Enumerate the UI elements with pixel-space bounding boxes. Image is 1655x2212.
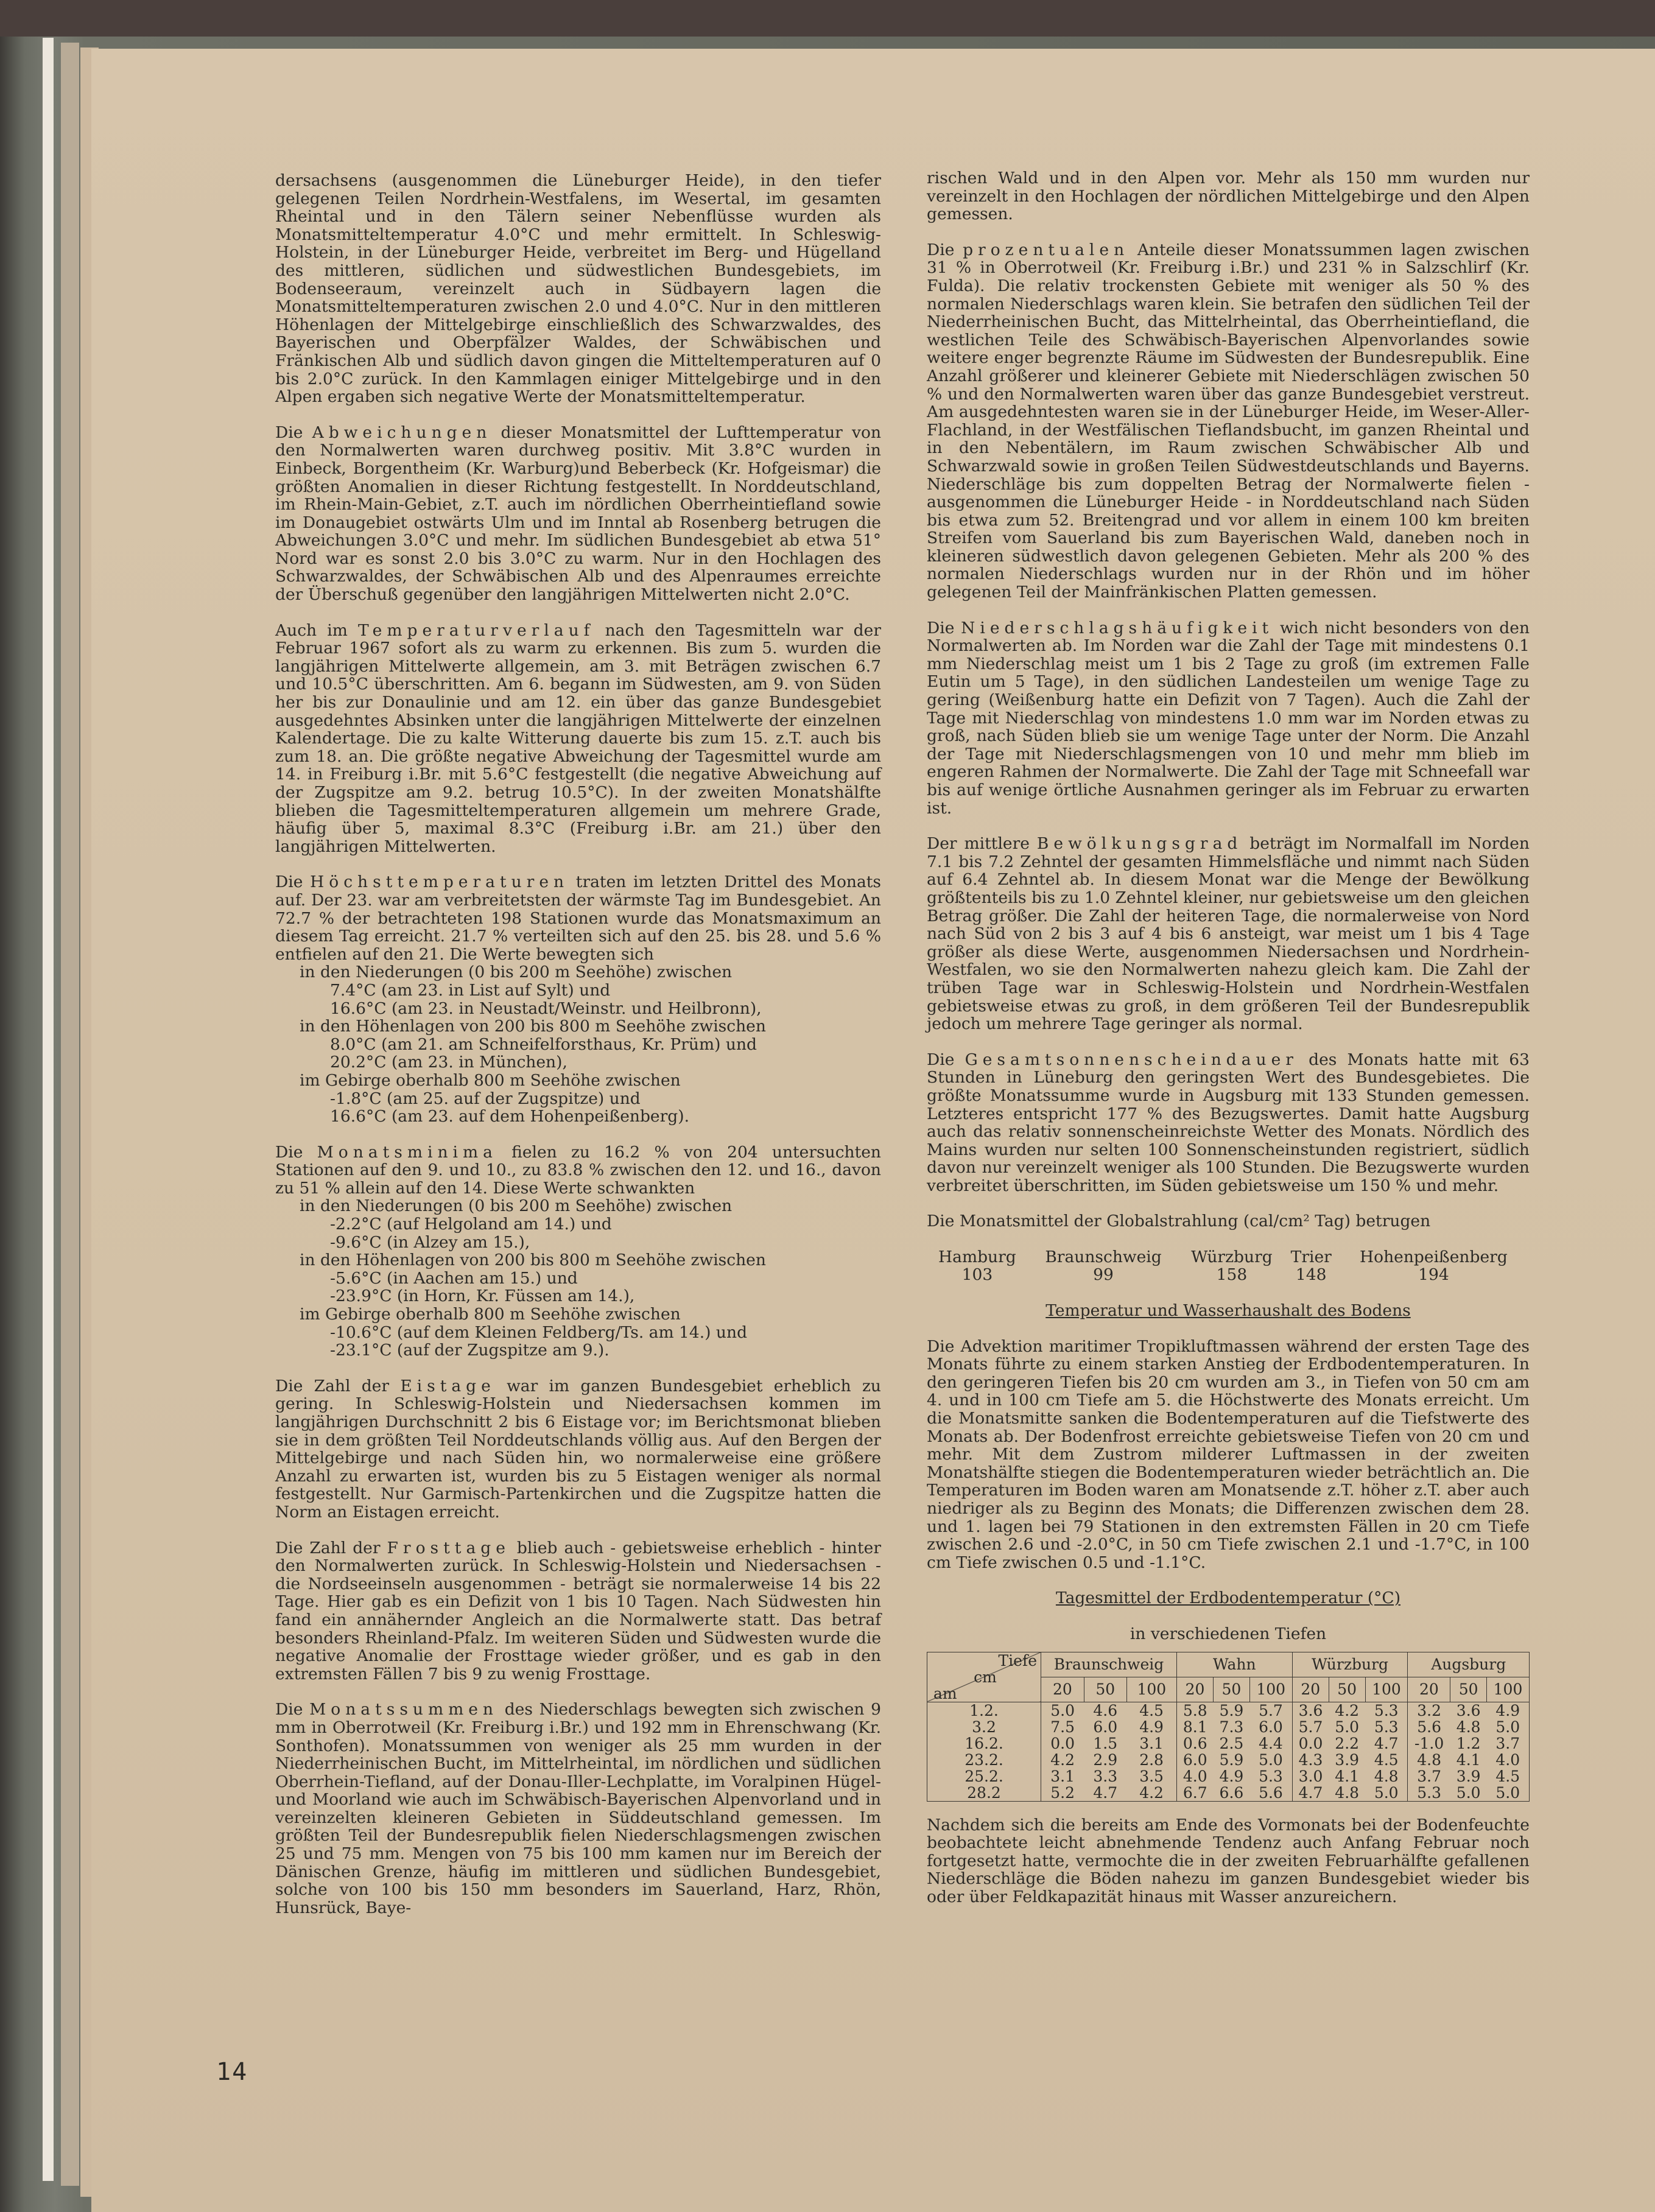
list-item: -1.8°C (am 25. auf der Zugspitze) und [330, 1089, 641, 1108]
date-cell: 28.2 [927, 1785, 1041, 1802]
paragraph: Die Monatssummen des Niederschlags bewegten sich zwischen 9 mm in Oberrotweil (Kr. Freiburg i.Br.) und 192 mm in Ehrenschwang (Kr. Sonthofen). Monatssummen von weniger als 25 mm wurden in der Niederrheinischen Bucht, im Mittelrheintal, im nördlichen und südlichen Oberrhein-Tiefland, auf der Donau-Iller-Lechplatte, im Voralpinen Hügel- und Moorland wie auch im Schwäbisch-Bayerischen Alpenvorland und in vereinzelten kleineren Gebieten in Süddeutschland gemessen. Im größten Teil der Bundesrepublik fielen Niederschlagsmengen zwischen 25 und 75 mm. Mengen von 75 bis 100 mm kamen nur im Bereich der Dänischen Grenze, häufig im mittleren und südlichen Bundesgebiet, solche von 100 bis 150 mm besonders im Sauerland, Harz, Rhön, Hunsrück, Baye- [275, 1700, 882, 1917]
value-cell: 4.7 [1292, 1785, 1329, 1802]
value-cell: 3.1 [1126, 1735, 1176, 1752]
value-cell: 4.8 [1365, 1768, 1408, 1785]
value-cell: 4.9 [1219, 1767, 1244, 1785]
book-cover-edge [0, 0, 1655, 37]
station-name: Hamburg [938, 1248, 1016, 1267]
value-cell: 4.0 [1487, 1752, 1530, 1768]
value-cell: 5.8 [1176, 1702, 1213, 1719]
value-cell: 6.6 [1214, 1785, 1250, 1802]
value-cell: 5.3 [1249, 1768, 1292, 1785]
value-cell: 3.7 [1408, 1768, 1450, 1785]
table-row [927, 1702, 1530, 1719]
value-cell: 5.9 [1219, 1750, 1244, 1769]
value-cell: 4.6 [1093, 1701, 1118, 1719]
paragraph: Die Gesamtsonnenscheindauer des Monats hatte mit 63 Stunden in Lüneburg den geringsten Wert des Bundesgebietes. Die größte Monatssumme wurde in Augsburg mit 133 Stunden gemessen. Letzteres entspricht 177 % des Bezugswertes. Damit hatte Augsburg auch das relativ sonnenscheinreichste Wetter des Monats. Nördlich des Mains wurden nur selten 100 Sonnenscheinstunden registriert, südlich davon nur vereinzelt weniger als 100 Stunden. Die Bezugswerte wurden verbreitet überschritten, im Süden gebietsweise um 150 % und mehr. [927, 1050, 1530, 1195]
spaced-term: Bewölkungsgrad [1036, 834, 1243, 854]
paragraph: Auch im Temperaturverlauf nach den Tagesmitteln war der Februar 1967 sofort als zu warm zu erkennen. Bis zum 5. wurden die langjährigen Mittelwerte allgemein, am 3. mit Beträgen zwischen 6.7 und 10.5°C überschritten. Am 6. begann im Südwesten, am 9. von Süden her bis zur Donaulinie und am 12. ein über das ganze Bundesgebiet ausgedehntes Absinken unter die langjährigen Mittelwerte der einzelnen Kalendertage. Die zu kalte Witterung dauerte bis zum 15. z.T. auch bis zum 18. an. Die größte negative Abweichung der Tagesmittel wurde am 14. in Freiburg i.Br. mit 5.6°C festgestellt (die negative Abweichung auf der Zugspitze am 9.2. betrug 10.5°C). In der zweiten Monatshälfte blieben die Tagesmitteltemperaturen allgemein um mehrere Grade, häufig über 5, maximal 8.3°C (Freiburg i.Br. am 21.) über den langjährigen Mittelwerten. [275, 620, 881, 856]
value-cell: 4.5 [1365, 1752, 1408, 1768]
value-cell: 6.0 [1249, 1719, 1292, 1735]
station-header: Würzburg [1292, 1652, 1408, 1677]
depth-header: 50 [1450, 1677, 1487, 1702]
date-cell: 3.2 [927, 1719, 1041, 1735]
value-cell: 8.1 [1176, 1719, 1213, 1735]
table-row [927, 1752, 1530, 1768]
table-title: Tagesmittel der Erdbodentemperatur (°C) [1055, 1589, 1401, 1608]
right-column [927, 169, 1530, 1924]
station-name: Braunschweig [1045, 1248, 1162, 1267]
list-item: 20.2°C (am 23. in München), [330, 1053, 567, 1072]
paragraph: Die prozentualen Anteile dieser Monatssummen lagen zwischen 31 % in Oberrotweil (Kr. Freiburg i.Br.) und 231 % in Salzschlirf (Kr. Fulda). Die relativ trockensten Gebiete mit weniger als 50 % des normalen Niederschlags waren klein. Sie betrafen den südlichen Teil der Niederrheinischen Bucht, das Mittelrheintal, das Oberrheintiefland, die westlichen Teile des Schwäbisch-Bayerischen Alpenvorlandes sowie weitere enger begrenzte Räume im Südwesten der Bundesrepublik. Eine Anzahl größerer und kleinerer Gebiete mit Niederschlägen zwischen 50 % und den Normalwerten waren über das ganze Bundesgebiet verstreut. Am ausgedehntesten waren sie in der Lüneburger Heide, im Weser-Aller-Flachland, in der Westfälischen Tieflandsbucht, im ganzen Rheintal und in den Nebentälern, im Raum zwischen Schwäbischer Alb und Schwarzwald sowie in großen Teilen Südwestdeutschlands und Bayerns. Niederschläge bis zum doppelten Betrag der Normalwerte fielen - ausgenommen die Lüneburger Heide - in Norddeutschland nach Süden bis etwa zum 52. Breitengrad und vor allem in einem 100 km breiten Streifen vom Sauerland bis zum Bayerischen Wald, daneben noch in kleineren südwestlich davon gelegenen Gebieten. Mehr als 200 % des normalen Niederschlags wurden nur in der Rhön und im höher gelegenen Teil der Mainfränkischen Platten gemessen. [927, 240, 1530, 602]
global-radiation-table [927, 1248, 1530, 1283]
spaced-term: Monatsminima [317, 1142, 497, 1162]
station-value: 158 [1216, 1265, 1248, 1285]
value-cell: 4.7 [1365, 1735, 1408, 1752]
list-item: in den Höhenlagen von 200 bis 800 m Seehöhe zwischen [300, 1017, 766, 1036]
paragraph: Die Zahl der Frosttage blieb auch - gebietsweise erheblich - hinter den Normalwerten zurück. In Schleswig-Holstein und Niedersachsen - die Nordseeinseln ausgenommen - beträgt sie normalerweise 14 bis 22 Tage. Hier gab es ein Defizit von 1 bis 10 Tagen. Nach Südwesten hin fand ein annähernder Angleich an die Normalwerte statt. Das betraf besonders Rheinland-Pfalz. Im weiteren Süden und Südwesten wurde die negative Anomalie der Frosttage wieder größer, und es gab in den extremsten Fällen 7 bis 9 zu wenig Frosttage. [275, 1538, 881, 1684]
soil-temperature-table [927, 1652, 1530, 1802]
station-header: Wahn [1176, 1652, 1292, 1677]
value-cell: 0.6 [1176, 1735, 1213, 1752]
value-cell: 4.2 [1335, 1701, 1360, 1719]
min-temperature-list [275, 1197, 881, 1359]
table-corner-cell [927, 1652, 1041, 1702]
value-cell: 5.9 [1219, 1701, 1244, 1719]
table-row [927, 1768, 1530, 1785]
left-column [275, 172, 881, 1934]
value-cell: 5.0 [1365, 1785, 1408, 1802]
list-item: in den Höhenlagen von 200 bis 800 m Seehöhe zwischen [300, 1251, 766, 1270]
table-subtitle: in verschiedenen Tiefen [1130, 1624, 1327, 1643]
value-cell: 6.0 [1093, 1718, 1118, 1736]
value-cell: 3.7 [1487, 1735, 1530, 1752]
depth-header: 20 [1292, 1677, 1329, 1702]
list-item: -2.2°C (auf Helgoland am 14.) und [330, 1215, 612, 1234]
value-cell: 4.2 [1126, 1785, 1176, 1802]
station-value: 148 [1295, 1265, 1327, 1285]
list-item: in den Niederungen (0 bis 200 m Seehöhe) zwischen [300, 1196, 733, 1216]
list-item: im Gebirge oberhalb 800 m Seehöhe zwischen [300, 1305, 681, 1324]
spaced-term: Höchsttemperaturen [310, 873, 569, 892]
station-value: 99 [1093, 1265, 1114, 1285]
value-cell: 5.0 [1487, 1785, 1530, 1802]
paragraph: dersachsens (ausgenommen die Lüneburger Heide), in den tiefer gelegenen Teilen Nordrhein-Westfalens, im Wesertal, im gesamten Rheintal und in den Tälern seiner Nebenflüsse wurden als Monatsmitteltemperatur 4.0°C und mehr ermittelt. In Schleswig-Holstein, in der Lüneburger Heide, verbreitet im Berg- und Hügelland des mittleren, südlichen und südwestlichen Bundesgebiets, im Bodenseeraum, vereinzelt auch in Südbayern lagen die Monatsmitteltemperaturen zwischen 2.0 und 4.0°C. Nur in den mittleren Höhenlagen der Mittelgebirge einschließlich des Schwarzwaldes, des Bayerischen und Oberpfälzer Waldes, der Schwäbischen und Fränkischen Alb und südlich davon gingen die Mitteltemperaturen auf 0 bis 2.0°C zurück. In den Kammlagen einiger Mittelgebirge und in den Alpen ergaben sich negative Werte der Monatsmitteltemperatur. [275, 171, 881, 407]
page-stack-edge [43, 38, 54, 2181]
list-item: 7.4°C (am 23. in List auf Sylt) und [330, 980, 611, 1000]
list-item: -23.1°C (auf der Zugspitze am 9.). [330, 1341, 610, 1360]
page-stack-edge [61, 43, 79, 2186]
spaced-term: Monatssummen [309, 1700, 498, 1719]
value-cell: 4.5 [1487, 1768, 1530, 1785]
value-cell: 3.9 [1335, 1750, 1360, 1769]
page-number: 14 [216, 2058, 248, 2086]
station-value: 103 [961, 1265, 993, 1285]
date-cell: 25.2. [927, 1768, 1041, 1785]
value-cell: 2.2 [1335, 1734, 1360, 1752]
spaced-term: prozentualen [963, 240, 1130, 259]
depth-header: 100 [1249, 1677, 1292, 1702]
value-cell: 4.3 [1292, 1752, 1329, 1768]
corner-label: am [933, 1684, 957, 1702]
value-cell: 4.9 [1126, 1719, 1176, 1735]
value-cell: 0.0 [1041, 1735, 1084, 1752]
value-cell: 3.6 [1456, 1701, 1481, 1719]
list-item: in den Niederungen (0 bis 200 m Seehöhe) zwischen [300, 963, 733, 982]
value-cell: 6.0 [1176, 1752, 1213, 1768]
value-cell: 5.3 [1408, 1785, 1450, 1802]
spaced-term: Abweichungen [312, 423, 492, 442]
table-row [927, 1785, 1530, 1802]
depth-header: 50 [1329, 1677, 1365, 1702]
list-item: 8.0°C (am 21. am Schneifelforsthaus, Kr. Prüm) und [330, 1034, 757, 1054]
value-cell: 3.2 [1408, 1702, 1450, 1719]
paragraph: Die Advektion maritimer Tropikluftmassen während der ersten Tage des Monats führte zu einem starken Anstieg der Erdbodentemperaturen. In den geringeren Tiefen bis 20 cm wurden am 3., in Tiefen von 50 cm am 4. und in 100 cm Tiefe am 5. die Höchstwerte des Monats erreicht. Um die Monatsmitte sanken die Bodentemperaturen auf die Tiefstwerte des Monats ab. Der Bodenfrost erreichte gebietsweise Tiefen von 20 cm und mehr. Mit dem Zustrom milderer Luftmassen in der zweiten Monatshälfte stiegen die Bodentemperaturen wieder beträchtlich an. Die Temperaturen im Boden waren am Monatsende z.T. höher z.T. aber auch niedriger als zu Beginn des Monats; die Differenzen zwischen dem 28. und 1. lagen bei 79 Stationen in den extremsten Fällen in 20 cm Tiefe zwischen 2.6 und -2.0°C, in 50 cm Tiefe zwischen 2.1 und -1.7°C, in 100 cm Tiefe zwischen 0.5 und -1.1°C. [927, 1336, 1530, 1572]
station-name: Trier [1290, 1248, 1332, 1267]
value-cell: 3.6 [1292, 1702, 1329, 1719]
spaced-term: Frosttage [387, 1538, 510, 1557]
table-row [927, 1735, 1530, 1752]
depth-header: 20 [1176, 1677, 1213, 1702]
date-cell: 16.2. [927, 1735, 1041, 1752]
value-cell: 5.0 [1249, 1752, 1292, 1768]
list-item: -5.6°C (in Aachen am 15.) und [330, 1268, 578, 1288]
list-item: -9.6°C (in Alzey am 15.), [330, 1232, 530, 1252]
value-cell: 3.5 [1126, 1768, 1176, 1785]
value-cell: 5.2 [1041, 1785, 1084, 1802]
table-row [927, 1248, 1530, 1266]
value-cell: 3.0 [1292, 1768, 1329, 1785]
depth-header: 100 [1365, 1677, 1408, 1702]
value-cell: -1.0 [1408, 1735, 1450, 1752]
paragraph: rischen Wald und in den Alpen vor. Mehr als 150 mm wurden nur vereinzelt in den Hochlagen der nördlichen Mittelgebirge und den Alpen gemessen. [927, 169, 1530, 224]
value-cell: 2.9 [1093, 1750, 1118, 1769]
paragraph: Die Monatsminima fielen zu 16.2 % von 204 untersuchten Stationen auf den 9. und 10., zu 83.8 % zwischen den 12. und 16., davon zu 51 % allein auf den 14. Diese Werte schwankten [275, 1142, 881, 1198]
value-cell: 7.3 [1219, 1718, 1244, 1736]
paragraph: Die Abweichungen dieser Monatsmittel der Lufttemperatur von den Normalwerten waren durchweg positiv. Mit 3.8°C wurden in Einbeck, Borgentheim (Kr. Warburg)und Beberbeck (Kr. Hofgeismar) die größten Anomalien in dieser Richtung festgestellt. In Norddeutschland, im Rhein-Main-Gebiet, z.T. auch im nördlichen Oberrheintiefland sowie im Donaugebiet ostwärts Ulm und im Inntal ab Rosenberg betrugen die Abweichungen 3.0°C und mehr. Im südlichen Bundesgebiet ab etwa 51° Nord war es sonst 2.0 bis 3.0°C zu warm. Nur in den Hochlagen des Schwarzwaldes, der Schwäbischen Alb und des Alpenraumes erreichte der Überschuß gegenüber den langjährigen Mittelwerten nicht 2.0°C. [275, 423, 882, 605]
value-cell: 3.9 [1456, 1767, 1481, 1785]
depth-header: 50 [1214, 1677, 1250, 1702]
value-cell: 5.7 [1249, 1702, 1292, 1719]
station-name: Würzburg [1191, 1248, 1273, 1267]
list-item: 16.6°C (am 23. auf dem Hohenpeißenberg). [330, 1107, 690, 1126]
global-radiation-heading: Die Monatsmittel der Globalstrahlung (cal/cm² Tag) betrugen [927, 1212, 1431, 1231]
value-cell: 3.3 [1093, 1767, 1118, 1785]
table-row [927, 1266, 1530, 1283]
value-cell: 5.0 [1487, 1719, 1530, 1735]
table-header-row [927, 1652, 1530, 1677]
value-cell: 4.5 [1126, 1702, 1176, 1719]
date-cell: 23.2. [927, 1752, 1041, 1768]
spaced-term: Temperaturverlauf [358, 620, 595, 640]
value-cell: 4.7 [1084, 1785, 1126, 1802]
value-cell: 2.5 [1219, 1734, 1244, 1752]
value-cell: 0.0 [1292, 1735, 1329, 1752]
station-header: Braunschweig [1041, 1652, 1177, 1677]
list-item: 16.6°C (am 23. in Neustadt/Weinstr. und Heilbronn), [330, 999, 762, 1018]
spaced-term: Gesamtsonnenscheindauer [965, 1050, 1298, 1069]
value-cell: 4.9 [1487, 1702, 1530, 1719]
value-cell: 5.6 [1408, 1719, 1450, 1735]
depth-header: 20 [1408, 1677, 1450, 1702]
value-cell: 5.0 [1335, 1718, 1360, 1736]
depth-header: 20 [1041, 1677, 1084, 1702]
max-temperature-list [275, 963, 881, 1125]
value-cell: 5.0 [1450, 1785, 1487, 1802]
spaced-term: Niederschlagshäufigkeit [961, 618, 1274, 637]
value-cell: 4.8 [1329, 1785, 1365, 1802]
paragraph: Die Niederschlagshäufigkeit wich nicht besonders von den Normalwerten ab. Im Norden war die Zahl der Tage mit mindestens 0.1 mm Niederschlag meist um 1 bis 2 Tage zu groß (im extremen Falle Eutin um 5 Tage), in den südlichen Landesteilen um wenige Tage zu gering (Weißenburg hatte ein Defizit von 7 Tagen). Auch die Zahl der Tage mit Niederschlag von mindestens 1.0 mm war im Norden etwas zu groß, nach Süden blieb sie um wenige Tage unter der Norm. Die Anzahl der Tage mit Niederschlagsmengen von 10 und mehr mm blieb im engeren Rahmen der Normalwerte. Die Zahl der Tage mit Schneefall war bis auf wenige örtliche Ausnahmen geringer als im Februar zu erwarten ist. [927, 618, 1530, 818]
section-title: Temperatur und Wasserhaushalt des Bodens [1045, 1301, 1411, 1321]
value-cell: 3.1 [1041, 1768, 1084, 1785]
soil-table-body [927, 1702, 1530, 1801]
paragraph: Der mittlere Bewölkungsgrad beträgt im Normalfall im Norden 7.1 bis 7.2 Zehntel der gesamten Himmelsfläche und nimmt nach Süden auf 6.4 Zehntel ab. In diesem Monat war die Menge der Bewölkung größtenteils bis zu 1.0 Zehntel kleiner, nur gebietsweise um den gleichen Betrag größer. Die Zahl der heiteren Tage, die normalerweise von Nord nach Süd von 2 bis 3 auf 4 bis 6 ansteigt, war meist um 1 bis 4 Tage größer als diese Werte, ausgenommen Niedersachsen und Nordrhein-Westfalen, wo sie den Normalwerten nahezu gleich kam. Die Zahl der trüben Tage war in Schleswig-Holstein und Nordrhein-Westfalen gebietsweise etwas zu groß, in dem größeren Teil der Bundesrepublik jedoch um mehrere Tage geringer als normal. [927, 834, 1530, 1034]
depth-header: 50 [1084, 1677, 1126, 1702]
value-cell: 4.1 [1456, 1750, 1481, 1769]
value-cell: 5.3 [1365, 1719, 1408, 1735]
value-cell: 4.4 [1249, 1735, 1292, 1752]
paragraph: Die Zahl der Eistage war im ganzen Bundesgebiet erheblich zu gering. In Schleswig-Holstein und Niedersachsen kommen im langjährigen Durchschnitt 2 bis 6 Eistage vor; im Berichtsmonat blieben sie in dem größten Teil Norddeutschlands völlig aus. Auf den Bergen der Mittelgebirge und nach Süden hin, wo normalerweise eine größere Anzahl zu erwarten ist, wurden bis zu 5 Eistagen weniger als normal festgestellt. Nur Garmisch-Partenkirchen und die Zugspitze hatten die Norm an Eistagen erreicht. [275, 1376, 882, 1522]
value-cell: 1.5 [1093, 1734, 1118, 1752]
value-cell: 7.5 [1041, 1719, 1084, 1735]
value-cell: 5.0 [1041, 1702, 1084, 1719]
list-item: -10.6°C (auf dem Kleinen Feldberg/Ts. am 14.) und [330, 1322, 748, 1342]
list-item: im Gebirge oberhalb 800 m Seehöhe zwischen [300, 1070, 681, 1090]
value-cell: 5.7 [1292, 1719, 1329, 1735]
depth-header: 100 [1126, 1677, 1176, 1702]
station-header: Augsburg [1408, 1652, 1530, 1677]
depth-header: 100 [1487, 1677, 1530, 1702]
value-cell: 5.3 [1365, 1702, 1408, 1719]
spaced-term: Eistage [400, 1376, 496, 1396]
corner-label: cm [974, 1668, 997, 1686]
list-item: -23.9°C (in Horn, Kr. Füssen am 14.), [330, 1287, 635, 1306]
value-cell: 1.2 [1456, 1734, 1481, 1752]
paragraph: Nachdem sich die bereits am Ende des Vormonats bei der Bodenfeuchte beobachtete leicht abnehmende Tendenz auch Anfang Februar noch fortgesetzt hatte, vermochte die in der zweiten Februarhälfte gefallenen Niederschläge die Böden nahezu im ganzen Bundesgebiet wieder bis oder über Feldkapazität hinaus mit Wasser anzureichern. [927, 1815, 1530, 1906]
value-cell: 2.8 [1126, 1752, 1176, 1768]
date-cell: 1.2. [927, 1702, 1041, 1719]
table-row [927, 1719, 1530, 1735]
value-cell: 4.0 [1176, 1768, 1213, 1785]
station-value: 194 [1418, 1265, 1449, 1285]
paragraph: Die Höchsttemperaturen traten im letzten Drittel des Monats auf. Der 23. war am verbreitetsten der wärmste Tag im Bundesgebiet. An 72.7 % der betrachteten 198 Stationen wurde das Monatsmaximum an diesem Tag erreicht. 21.7 % verteilten sich auf den 25. bis 28. und 5.6 % entfielen auf den 21. Die Werte bewegten sich [275, 873, 882, 964]
station-name: Hohenpeißenberg [1360, 1248, 1508, 1267]
corner-label: Tiefe [998, 1651, 1037, 1670]
value-cell: 6.7 [1176, 1785, 1213, 1802]
value-cell: 4.8 [1456, 1718, 1481, 1736]
value-cell: 5.6 [1249, 1785, 1292, 1802]
value-cell: 4.8 [1408, 1752, 1450, 1768]
value-cell: 4.1 [1335, 1767, 1360, 1785]
value-cell: 4.2 [1041, 1752, 1084, 1768]
